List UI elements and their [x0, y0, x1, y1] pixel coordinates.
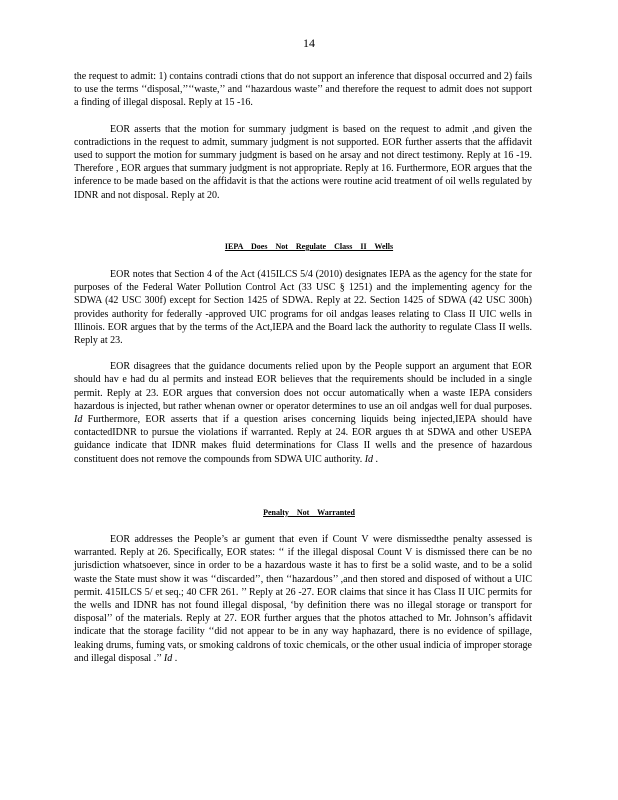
text-block-1 [74, 70, 532, 202]
paragraph-4: EOR disagrees that the guidance documents relied upon by the People support an argument that EOR should hav e had du al permits and instead EOR believes that the requirements should be included in a single permit. Reply at 23. EOR argues that conversion does not occur automatically when a waste IEPA considers hazardous is injected, but rather whenan owner or operator determines to use an oil andgas well for dual purposes. Id Furthermore, EOR asserts that if a question arises concerning liquids being injected,IEPA should have contactedIDNR to pursue the violations if warranted. Reply at 24. EOR argues th at SDWA and other USEPA guidance indicate that IDNR makes fluid determinations for Class II wells and the presence of hazardous constituent does not remove the compounds from SDWA UIC authority. Id . [74, 361, 532, 465]
section-heading-iepa: IEPA Does Not Regulate Class II Wells [224, 242, 394, 251]
text-block-2 [74, 268, 532, 466]
page-number: 14 [303, 36, 315, 50]
paragraph-5: EOR addresses the People’s ar gument that even if Count V were dismissedthe penalty assessed is warranted. Reply at 26. Specifically, EOR states: ‘‘ if the illegal disposal Count V is dismissed there can be no jurisdiction whatsoever, since in order to be a hazardous waste it has to first be a solid waste, and to be a solid waste the State must show it was ‘‘discarded’’, then ‘‘hazardous’’ ,and then stored and disposed of without a UIC permit. 415ILCS 5/ et seq.; 40 CFR 261. ’’ Reply at 26 -27. EOR claims that since it has Class II UIC permits for the wells and IDNR has not found illegal disposal, ‘by definition there was no illegal storage or transport for disposal’’ of the materials. Reply at 27. EOR further argues that the photos attached to Mr. Johnson’s affidavit indicate that the storage facility ‘‘did not appear to be in any way haphazard, there is no evidence of spillage, leaking drums, fuming vats, or smoking caldrons of toxic chemicals, or the other usual indicia of improper storage and illegal disposal .’’ Id . [74, 534, 532, 664]
citation-id: Id [163, 652, 173, 664]
paragraph-1: the request to admit: 1) contains contradi ctions that do not support an inference that disposal occurred and 2) fails to use the terms ‘‘disposal,’’‘‘waste,’’ and ‘‘hazardous waste’’ and therefore the request to admit does not support a finding of illegal disposal. Reply at 15 -16. [74, 71, 532, 109]
paragraph-3: EOR notes that Section 4 of the Act (415ILCS 5/4 (2010) designates IEPA as the agency for the state for purposes of the Federal Water Pollution Control Act (33 USC § 1251) and the implementing agency for the SDWA (42 USC 300f) except for Section 1425 of SDWA. Reply at 22. Section 1425 of SDWA (42 USC 300h) provides authority for federally -approved UIC programs for oil andgas leases relating to Class II UIC wells in Illinois. EOR argues that by the terms of the Act,IEPA and the Board lack the authority to regulate Class II wells. Reply at 23. [74, 269, 532, 347]
paragraph-2: EOR asserts that the motion for summary judgment is based on the request to admit ,and given the contradictions in the request to admit, summary judgment is not supported. EOR further asserts that the affidavit used to support the motion for summary judgment is based on he arsay and not direct testimony. Reply at 16 -19. Therefore , EOR argues that summary judgment is not appropriate. Reply at 16. Furthermore, EOR argues that the inference to be made based on the affidavit is that the actions were routine acid treatment of oil wells regulated by IDNR and not disposal. Reply at 20. [74, 123, 532, 201]
citation-id: Id [364, 453, 374, 465]
text-block-3 [74, 533, 532, 665]
citation-id: Id [74, 414, 83, 426]
section-heading-penalty: Penalty Not Warranted [263, 508, 355, 517]
